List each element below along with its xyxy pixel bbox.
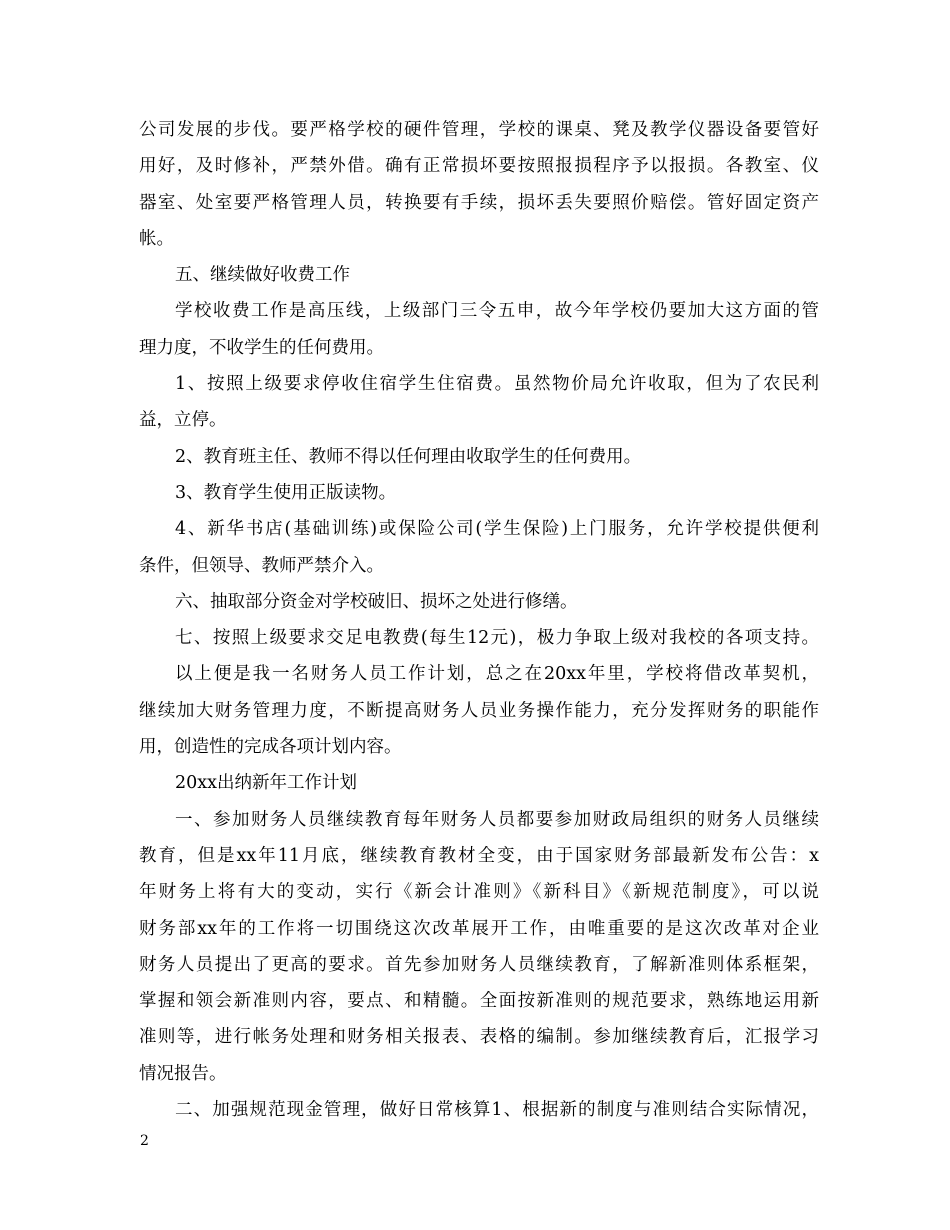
text-line: 财务部xx年的工作将一切围绕这次改革展开工作，由唯重要的是这次改革对企业 bbox=[139, 918, 819, 939]
text-line: 情况报告。 bbox=[139, 1063, 227, 1084]
text-line: 条件，但领导、教师严禁介入。 bbox=[139, 555, 384, 576]
text-line: 五、继续做好收费工作 bbox=[175, 265, 350, 286]
text-line: 准则等，进行帐务处理和财务相关报表、表格的编制。参加继续教育后，汇报学习 bbox=[139, 1027, 819, 1048]
text-line: 二、加强规范现金管理，做好日常核算1、根据新的制度与准则结合实际情况， bbox=[175, 1100, 819, 1121]
text-line: 学校收费工作是高压线，上级部门三令五申，故今年学校仍要加大这方面的管 bbox=[175, 301, 819, 322]
text-line: 用，创造性的完成各项计划内容。 bbox=[139, 737, 402, 758]
text-line: 帐。 bbox=[139, 228, 174, 249]
text-line: 年财务上将有大的变动，实行《新会计准则》《新科目》《新规范制度》，可以说 bbox=[139, 882, 819, 903]
text-line: 3、教育学生使用正版读物。 bbox=[175, 482, 397, 503]
text-line: 一、参加财务人员继续教育每年财务人员都要参加财政局组织的财务人员继续 bbox=[175, 809, 819, 830]
page-number: 2 bbox=[140, 1133, 149, 1149]
text-line: 掌握和领会新准则内容，要点、和精髓。全面按新准则的规范要求，熟练地运用新 bbox=[139, 991, 819, 1012]
document-body bbox=[139, 112, 819, 1128]
text-line: 理力度，不收学生的任何费用。 bbox=[139, 337, 384, 358]
text-line: 用好，及时修补，严禁外借。确有正常损坏要按照报损程序予以报损。各教室、仪 bbox=[139, 156, 819, 177]
text-line: 益，立停。 bbox=[139, 410, 227, 431]
text-line: 以上便是我一名财务人员工作计划，总之在20xx年里，学校将借改革契机， bbox=[175, 664, 819, 685]
text-line: 教育，但是xx年11月底，继续教育教材全变，由于国家财务部最新发布公告：x bbox=[139, 845, 819, 866]
text-line: 财务人员提出了更高的要求。首先参加财务人员继续教育，了解新准则体系框架， bbox=[139, 954, 819, 975]
text-line: 六、抽取部分资金对学校破旧、损坏之处进行修缮。 bbox=[175, 591, 578, 612]
text-line: 继续加大财务管理力度，不断提高财务人员业务操作能力，充分发挥财务的职能作 bbox=[139, 700, 819, 721]
text-line: 20xx出纳新年工作计划 bbox=[175, 773, 358, 794]
text-line: 器室、处室要严格管理人员，转换要有手续，损坏丢失要照价赔偿。管好固定资产 bbox=[139, 192, 819, 213]
text-line: 1、按照上级要求停收住宿学生住宿费。虽然物价局允许收取，但为了农民利 bbox=[175, 374, 819, 395]
text-line: 2、教育班主任、教师不得以任何理由收取学生的任何费用。 bbox=[175, 446, 642, 467]
text-line: 4、新华书店(基础训练)或保险公司(学生保险)上门服务，允许学校提供便利 bbox=[175, 519, 819, 540]
text-line: 公司发展的步伐。要严格学校的硬件管理，学校的课桌、凳及教学仪器设备要管好 bbox=[139, 120, 819, 140]
text-line: 七、按照上级要求交足电教费(每生12元)，极力争取上级对我校的各项支持。 bbox=[175, 628, 819, 649]
